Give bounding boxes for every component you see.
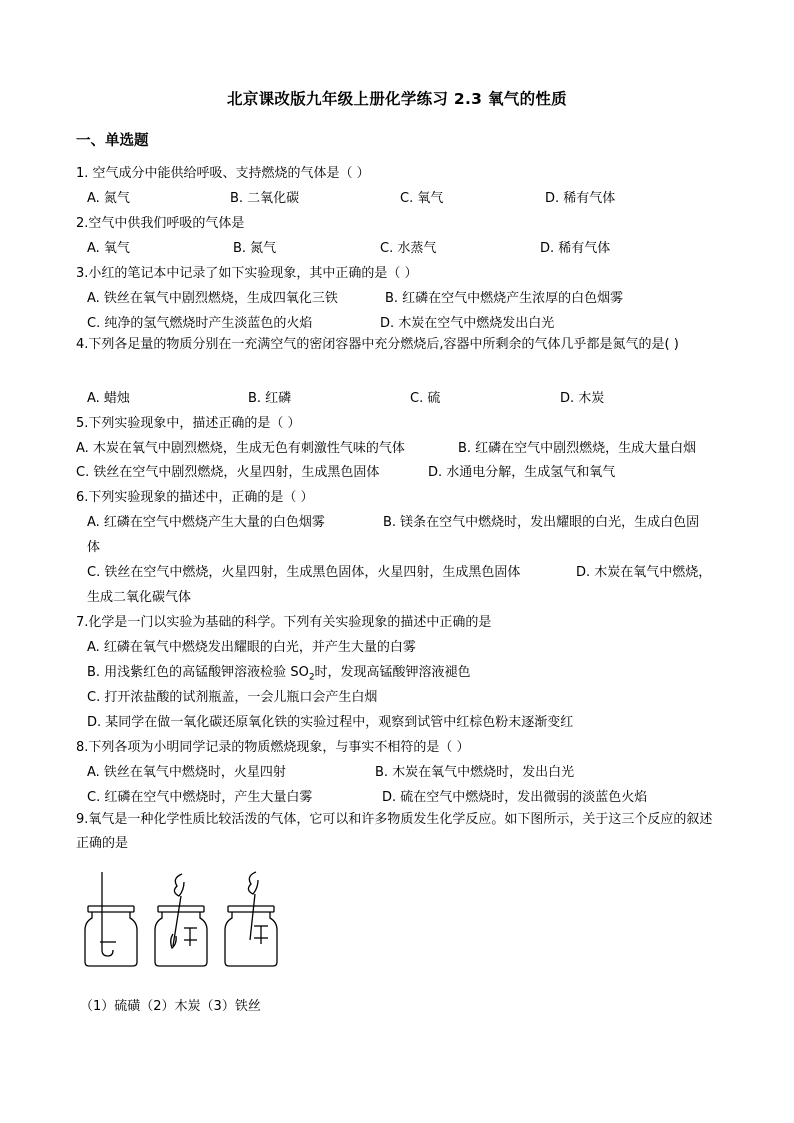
question-4-option-b[interactable]: B. 红磷 bbox=[248, 391, 292, 406]
question-6-stem: 6.下列实验现象的描述中，正确的是（ ） bbox=[76, 490, 314, 505]
question-7-option-b-pre: B. 用浅紫红色的高锰酸钾溶液检验 SO bbox=[87, 665, 309, 680]
question-5-option-a[interactable]: A. 木炭在氧气中剧烈燃烧，生成无色有刺激性气味的气体 bbox=[76, 441, 405, 456]
question-5-option-d[interactable]: D. 水通电分解，生成氢气和氧气 bbox=[428, 465, 616, 480]
question-3-option-a[interactable]: A. 铁丝在氧气中剧烈燃烧，生成四氧化三铁 bbox=[87, 291, 338, 306]
question-2-option-a[interactable]: A. 氧气 bbox=[87, 241, 130, 256]
question-1-stem: 1. 空气成分中能供给呼吸、支持燃烧的气体是（ ） bbox=[76, 166, 370, 181]
question-3-option-b[interactable]: B. 红磷在空气中燃烧产生浓厚的白色烟雾 bbox=[385, 291, 624, 306]
question-7-option-b[interactable] bbox=[87, 661, 471, 683]
question-5-option-b[interactable]: B. 红磷在空气中剧烈燃烧，生成大量白烟 bbox=[458, 441, 697, 456]
question-8-option-d[interactable]: D. 硫在空气中燃烧时，发出微弱的淡蓝色火焰 bbox=[382, 790, 648, 805]
question-6-option-c[interactable]: C. 铁丝在空气中燃烧，火星四射，生成黑色固体，火星四射，生成黑色固体 bbox=[87, 565, 521, 580]
question-2-stem: 2.空气中供我们呼吸的气体是 bbox=[76, 216, 245, 231]
question-4-option-c[interactable]: C. 硫 bbox=[410, 391, 441, 406]
question-6-option-b-continued: 体 bbox=[87, 540, 101, 555]
question-1-option-b[interactable]: B. 二氧化碳 bbox=[230, 191, 300, 206]
question-1-option-a[interactable]: A. 氮气 bbox=[87, 191, 130, 206]
question-4-option-d[interactable]: D. 木炭 bbox=[560, 391, 605, 406]
question-2-option-b[interactable]: B. 氮气 bbox=[233, 241, 277, 256]
figure-caption: （1）硫磺（2）木炭（3）铁丝 bbox=[80, 999, 261, 1014]
question-3-option-c[interactable]: C. 纯净的氢气燃烧时产生淡蓝色的火焰 bbox=[87, 316, 313, 331]
jar-diagram bbox=[80, 870, 280, 970]
question-7-option-b-post: 时，发现高锰酸钾溶液褪色 bbox=[314, 665, 471, 680]
question-2-option-d[interactable]: D. 稀有气体 bbox=[540, 241, 611, 256]
combustion-jars-figure bbox=[80, 870, 280, 974]
question-8-option-b[interactable]: B. 木炭在氧气中燃烧时，发出白光 bbox=[375, 765, 575, 780]
jar-charcoal bbox=[155, 874, 207, 966]
question-4-stem: 4.下列各足量的物质分别在一充满空气的密闭容器中充分燃烧后,容器中所剩余的气体几乎都是氮气的是( ) bbox=[76, 337, 679, 352]
question-1-option-d[interactable]: D. 稀有气体 bbox=[545, 191, 616, 206]
question-9-stem: 9.氧气是一种化学性质比较活泼的气体，它可以和许多物质发生化学反应。如下图所示，关于这三个反应的叙述正确的是 bbox=[76, 812, 713, 851]
question-5-stem: 5.下列实验现象中，描述正确的是（ ） bbox=[76, 416, 301, 431]
question-7-option-a[interactable]: A. 红磷在氧气中燃烧发出耀眼的白光，并产生大量的白雾 bbox=[87, 640, 416, 655]
question-8-option-a[interactable]: A. 铁丝在氧气中燃烧时，火星四射 bbox=[87, 765, 286, 780]
question-8-stem: 8.下列各项为小明同学记录的物质燃烧现象，与事实不相符的是（ ） bbox=[76, 740, 470, 755]
question-7-option-c[interactable]: C. 打开浓盐酸的试剂瓶盖，一会儿瓶口会产生白烟 bbox=[87, 690, 378, 705]
question-8-option-c[interactable]: C. 红磷在空气中燃烧时，产生大量白雾 bbox=[87, 790, 313, 805]
question-6-option-d-continued: 生成二氧化碳气体 bbox=[87, 590, 192, 605]
section-title: 一、单选题 bbox=[76, 133, 149, 149]
question-6-option-b[interactable]: B. 镁条在空气中燃烧时，发出耀眼的白光，生成白色固 bbox=[383, 515, 700, 530]
page-title: 北京课改版九年级上册化学练习 2.3 氧气的性质 bbox=[227, 90, 567, 108]
question-2-option-c[interactable]: C. 水蒸气 bbox=[380, 241, 437, 256]
question-7-option-b-subscript: 2 bbox=[308, 672, 315, 683]
question-1-option-c[interactable]: C. 氧气 bbox=[400, 191, 444, 206]
question-4-option-a[interactable]: A. 蜡烛 bbox=[87, 391, 130, 406]
question-6-option-a[interactable]: A. 红磷在空气中燃烧产生大量的白色烟雾 bbox=[87, 515, 325, 530]
question-7-option-d[interactable]: D. 某同学在做一氧化碳还原氧化铁的实验过程中，观察到试管中红棕色粉末逐渐变红 bbox=[87, 715, 574, 730]
jar-iron-wire bbox=[225, 872, 277, 966]
jar-sulfur bbox=[85, 872, 137, 966]
question-7-stem: 7.化学是一门以实验为基础的科学。下列有关实验现象的描述中正确的是 bbox=[76, 615, 492, 630]
question-6-option-d[interactable]: D. 木炭在氧气中燃烧， bbox=[576, 565, 712, 580]
question-5-option-c[interactable]: C. 铁丝在空气中剧烈燃烧，火星四射，生成黑色固体 bbox=[76, 465, 380, 480]
question-3-stem: 3.小红的笔记本中记录了如下实验现象，其中正确的是（ ） bbox=[76, 266, 418, 281]
question-3-option-d[interactable]: D. 木炭在空气中燃烧发出白光 bbox=[380, 316, 555, 331]
